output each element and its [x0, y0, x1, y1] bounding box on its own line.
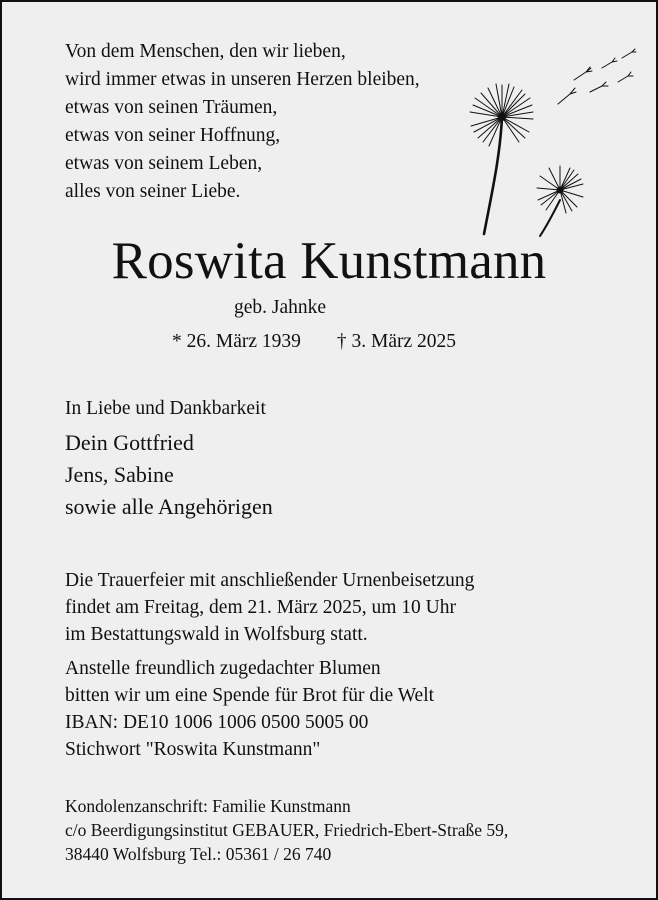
poem [65, 38, 420, 206]
contact-line: 38440 Wolfsburg Tel.: 05361 / 26 740 [65, 844, 332, 864]
dandelion-icon [462, 42, 642, 242]
donation-line: bitten wir um eine Spende für Brot für die Welt [65, 685, 435, 706]
ceremony-info [65, 567, 474, 648]
contact-line: Kondolenzanschrift: Familie Kunstmann [65, 796, 351, 816]
life-dates [172, 329, 456, 355]
poem-line: etwas von seinem Leben, [65, 153, 263, 174]
ceremony-line: findet am Freitag, dem 21. März 2025, um 10 Uhr [65, 597, 456, 618]
iban-line: IBAN: DE10 1006 1006 0500 5005 00 [65, 712, 369, 733]
condolence-address [65, 794, 508, 866]
poem-line: etwas von seinen Träumen, [65, 97, 278, 118]
mourners-intro: In Liebe und Dankbarkeit [65, 398, 266, 419]
birth-date: * 26. März 1939 [172, 331, 301, 352]
poem-line: etwas von seiner Hoffnung, [65, 125, 281, 146]
ceremony-line: Die Trauerfeier mit anschließender Urnenbeisetzung [65, 570, 475, 591]
contact-line: c/o Beerdigungsinstitut GEBAUER, Friedrich-Ebert-Straße 59, [65, 820, 509, 840]
death-date: † 3. März 2025 [336, 331, 457, 352]
ceremony-line: im Bestattungswald in Wolfsburg statt. [65, 624, 368, 645]
keyword-line: Stichwort "Roswita Kunstmann" [65, 739, 321, 760]
donation-info [65, 655, 434, 763]
poem-line: alles von seiner Liebe. [65, 181, 241, 202]
donation-line: Anstelle freundlich zugedachter Blumen [65, 658, 381, 679]
mourner-line: sowie alle Angehörigen [65, 494, 273, 519]
poem-line: wird immer etwas in unseren Herzen bleiben, [65, 69, 420, 90]
mourners-list [65, 427, 273, 523]
deceased-name: Roswita Kunstmann [111, 232, 547, 290]
mourner-line: Jens, Sabine [65, 462, 174, 487]
mourner-line: Dein Gottfried [65, 430, 194, 455]
maiden-name: geb. Jahnke [234, 297, 327, 318]
poem-line: Von dem Menschen, den wir lieben, [65, 41, 346, 62]
